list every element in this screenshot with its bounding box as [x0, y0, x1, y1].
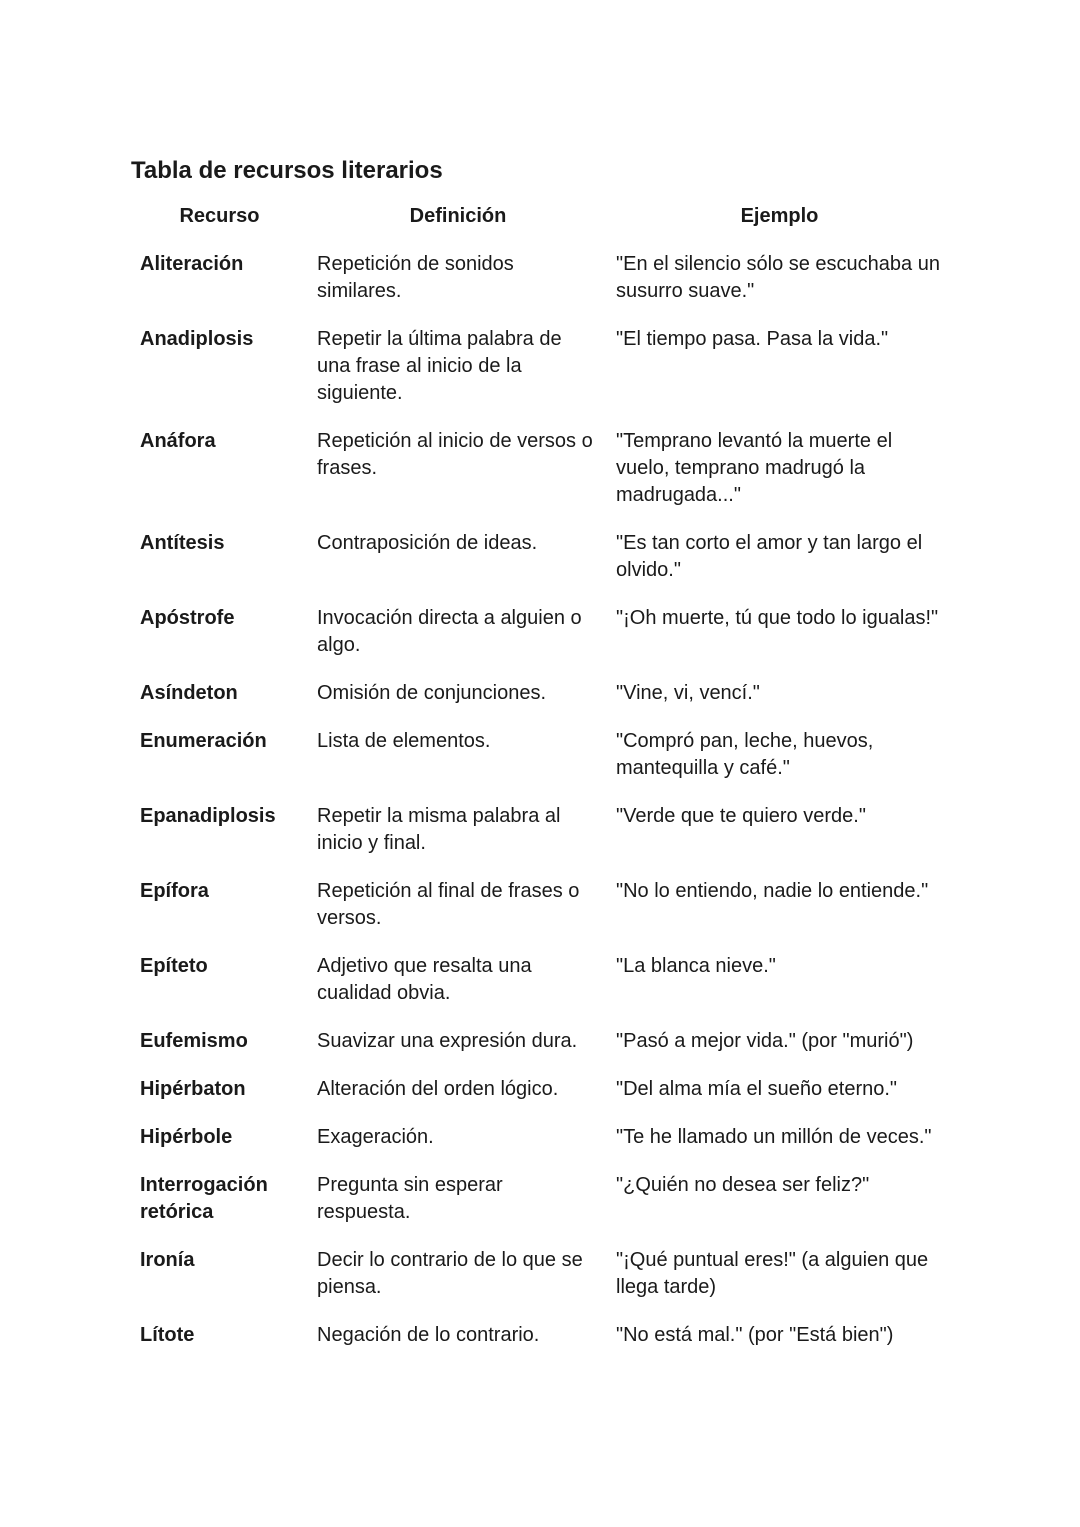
- recurso-cell: Antítesis: [140, 532, 225, 554]
- resources-table: [131, 200, 951, 1370]
- table-row: [131, 530, 951, 605]
- header-definicion: Definición: [409, 205, 507, 227]
- ejemplo-cell: "¿Quién no desea ser feliz?": [616, 1174, 870, 1196]
- table-row: [131, 1172, 951, 1247]
- recurso-cell: Anáfora: [140, 430, 216, 452]
- recurso-cell: Epífora: [140, 880, 209, 902]
- ejemplo-cell: "¡Oh muerte, tú que todo lo igualas!": [616, 607, 939, 629]
- definicion-cell: Adjetivo que resalta una cualidad obvia.: [317, 955, 532, 1004]
- table-row: [131, 680, 951, 728]
- table-row: [131, 428, 951, 530]
- recurso-cell: Eufemismo: [140, 1030, 248, 1052]
- table-row: [131, 1247, 951, 1322]
- table-row: [131, 803, 951, 878]
- table-row: [131, 605, 951, 680]
- definicion-cell: Alteración del orden lógico.: [317, 1078, 559, 1100]
- header-ejemplo: Ejemplo: [740, 205, 819, 227]
- definicion-cell: Lista de elementos.: [317, 730, 491, 752]
- definicion-cell: Omisión de conjunciones.: [317, 682, 547, 704]
- definicion-cell: Repetición al final de frases o versos.: [317, 880, 580, 929]
- definicion-cell: Negación de lo contrario.: [317, 1324, 540, 1346]
- recurso-cell: Hipérbole: [140, 1126, 233, 1148]
- ejemplo-cell: "Es tan corto el amor y tan largo el olvido.": [616, 532, 923, 581]
- table-row: [131, 1076, 951, 1124]
- table-row: [131, 1124, 951, 1172]
- recurso-cell: Hipérbaton: [140, 1078, 246, 1100]
- recurso-cell: Lítote: [140, 1324, 195, 1346]
- definicion-cell: Repetir la misma palabra al inicio y final.: [317, 805, 561, 854]
- header-recurso: Recurso: [179, 205, 260, 227]
- ejemplo-cell: "Temprano levantó la muerte el vuelo, temprano madrugó la madrugada...": [616, 430, 893, 506]
- recurso-cell: Epíteto: [140, 955, 208, 977]
- table-row: [131, 953, 951, 1028]
- definicion-cell: Repetición al inicio de versos o frases.: [317, 430, 593, 479]
- definicion-cell: Contraposición de ideas.: [317, 532, 538, 554]
- recurso-cell: Epanadiplosis: [140, 805, 276, 827]
- table-row: [131, 251, 951, 326]
- table-row: [131, 878, 951, 953]
- definicion-cell: Decir lo contrario de lo que se piensa.: [317, 1249, 583, 1298]
- recurso-cell: Ironía: [140, 1249, 195, 1271]
- ejemplo-cell: "Del alma mía el sueño eterno.": [616, 1078, 898, 1100]
- table-row: [131, 1028, 951, 1076]
- ejemplo-cell: "Vine, vi, vencí.": [616, 682, 760, 704]
- ejemplo-cell: "Compró pan, leche, huevos, mantequilla y café.": [616, 730, 874, 779]
- recurso-cell: Interrogación retórica: [140, 1174, 268, 1223]
- recurso-cell: Enumeración: [140, 730, 267, 752]
- definicion-cell: Repetir la última palabra de una frase al inicio de la siguiente.: [317, 328, 562, 404]
- table-row: [131, 326, 951, 428]
- definicion-cell: Exageración.: [317, 1126, 434, 1148]
- ejemplo-cell: "Pasó a mejor vida." (por "murió"): [616, 1030, 914, 1052]
- definicion-cell: Invocación directa a alguien o algo.: [317, 607, 582, 656]
- recurso-cell: Apóstrofe: [140, 607, 235, 629]
- ejemplo-cell: "Te he llamado un millón de veces.": [616, 1126, 932, 1148]
- document-title: Tabla de recursos literarios: [131, 157, 443, 184]
- table-header-row: [131, 200, 951, 251]
- definicion-cell: Pregunta sin esperar respuesta.: [317, 1174, 503, 1223]
- table-row: [131, 1322, 951, 1370]
- ejemplo-cell: "¡Qué puntual eres!" (a alguien que llega tarde): [616, 1249, 929, 1298]
- ejemplo-cell: "La blanca nieve.": [616, 955, 776, 977]
- ejemplo-cell: "Verde que te quiero verde.": [616, 805, 866, 827]
- table-row: [131, 728, 951, 803]
- ejemplo-cell: "En el silencio sólo se escuchaba un susurro suave.": [616, 253, 940, 302]
- recurso-cell: Asíndeton: [140, 682, 238, 704]
- ejemplo-cell: "El tiempo pasa. Pasa la vida.": [616, 328, 889, 350]
- recurso-cell: Anadiplosis: [140, 328, 254, 350]
- ejemplo-cell: "No está mal." (por "Está bien"): [616, 1324, 894, 1346]
- recurso-cell: Aliteración: [140, 253, 244, 275]
- ejemplo-cell: "No lo entiendo, nadie lo entiende.": [616, 880, 929, 902]
- definicion-cell: Repetición de sonidos similares.: [317, 253, 514, 302]
- definicion-cell: Suavizar una expresión dura.: [317, 1030, 578, 1052]
